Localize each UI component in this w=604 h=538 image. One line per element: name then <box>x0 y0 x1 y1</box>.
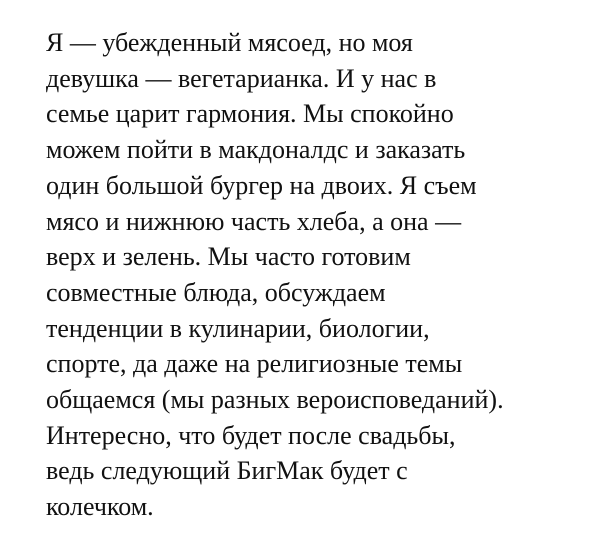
text-line: девушка — вегетарианка. И у нас в <box>46 63 437 93</box>
text-line: колечком. <box>46 492 154 522</box>
text-line: семье царит гармония. Мы спокойно <box>46 99 454 129</box>
text-line: верх и зелень. Мы часто готовим <box>46 242 411 272</box>
text-line: Я — убежденный мясоед, но моя <box>46 28 413 57</box>
text-line: тенденции в кулинарии, биологии, <box>46 313 430 343</box>
text-line: можем пойти в макдоналдс и заказать <box>46 135 466 165</box>
text-line: ведь следующий БигМак будет с <box>46 456 408 486</box>
text-line: общаемся (мы разных вероисповеданий). <box>46 385 504 415</box>
text-line: совместные блюда, обсуждаем <box>46 277 386 307</box>
story-text <box>46 25 586 525</box>
text-line: один большой бургер на двоих. Я съем <box>46 170 477 200</box>
text-line: Интересно, что будет после свадьбы, <box>46 420 456 450</box>
text-line: мясо и нижнюю часть хлеба, а она — <box>46 206 462 236</box>
text-line: спорте, да даже на религиозные темы <box>46 349 463 379</box>
